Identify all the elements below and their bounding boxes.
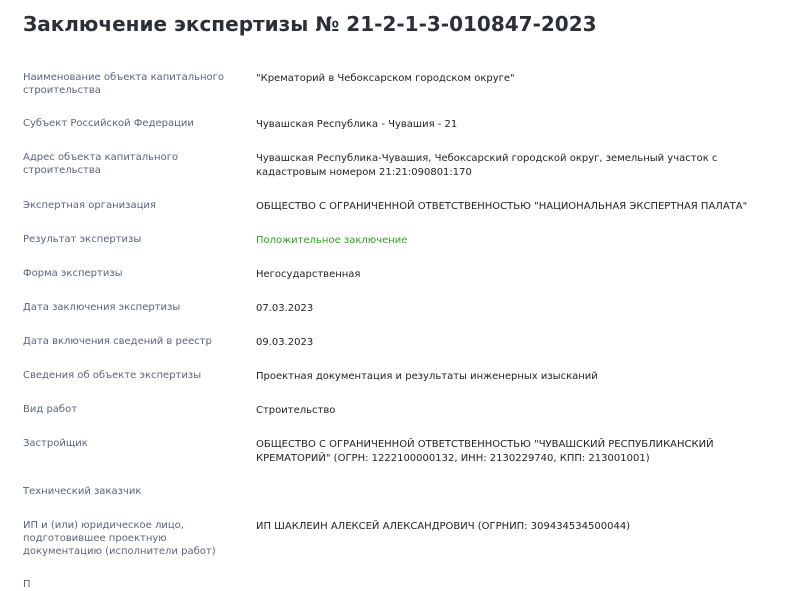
field-value: 09.03.2023 xyxy=(256,337,314,348)
field-value: ОБЩЕСТВО С ОГРАНИЧЕННОЙ ОТВЕТСТВЕННОСТЬЮ "НАЦИОНАЛЬНАЯ ЭКСПЕРТНАЯ ПАЛАТА" xyxy=(256,201,748,212)
field-label: Сведения об объекте экспертизы xyxy=(23,370,202,381)
field-value: Негосударственная xyxy=(256,269,361,280)
field-label: Адрес объекта капитального строительства xyxy=(23,152,179,176)
field-label: Экспертная организация xyxy=(23,200,156,211)
field-value: "Крематорий в Чебоксарском городском округе" xyxy=(256,73,515,84)
field-value: Чувашская Республика-Чувашия, Чебоксарский городской округ, земельный участок с кадастровым номером 21:21:090801:170 xyxy=(256,153,718,178)
field-label: Форма экспертизы xyxy=(23,268,123,279)
field-value: 07.03.2023 xyxy=(256,303,314,314)
field-label: Наименование объекта капитального строительства xyxy=(23,72,225,96)
field-value: ИП ШАКЛЕИН АЛЕКСЕЙ АЛЕКСАНДРОВИЧ (ОГРНИП: 309434534500044) xyxy=(256,521,631,532)
field-value: Строительство xyxy=(256,405,336,416)
field-value: Проектная документация и результаты инженерных изысканий xyxy=(256,371,598,382)
field-label: Дата включения сведений в реестр xyxy=(23,336,212,347)
field-label: Застройщик xyxy=(23,438,88,449)
field-label: Результат экспертизы xyxy=(23,234,142,245)
field-value: Чувашская Республика - Чувашия - 21 xyxy=(256,119,458,130)
field-label: ИП и (или) юридическое лицо, подготовившее проектную документацию (исполнители работ) xyxy=(23,520,216,557)
field-label: Субъект Российской Федерации xyxy=(23,118,194,129)
field-label: Дата заключения экспертизы xyxy=(23,302,181,313)
field-value: ОБЩЕСТВО С ОГРАНИЧЕННОЙ ОТВЕТСТВЕННОСТЬЮ "ЧУВАШСКИЙ РЕСПУБЛИКАНСКИЙ КРЕМАТОРИЙ" (ОГРН: 1222100000132, ИНН: 2130229740, КПП: 213001001) xyxy=(256,439,714,464)
field-label: Вид работ xyxy=(23,404,78,415)
result-status-text: Положительное заключение xyxy=(256,235,408,246)
page-title: Заключение экспертизы № 21-2-1-3-010847-2023 xyxy=(23,12,597,36)
field-label: П xyxy=(23,579,31,590)
field-label: Технический заказчик xyxy=(23,486,142,497)
